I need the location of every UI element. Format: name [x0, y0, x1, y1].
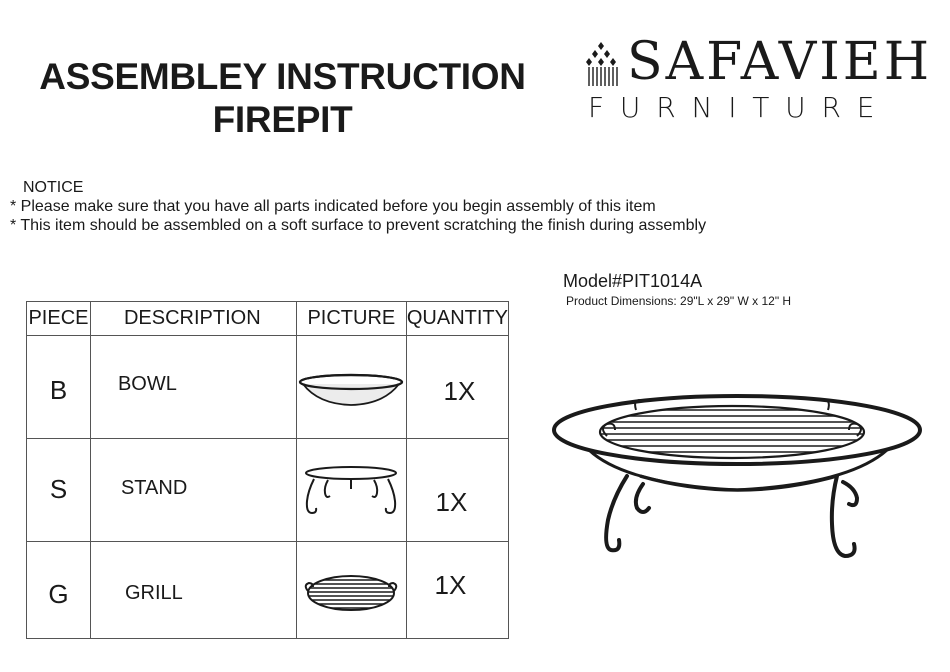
page-title-line1: ASSEMBLEY INSTRUCTION — [39, 56, 526, 97]
logo-mark-icon — [585, 42, 623, 86]
stand-icon — [298, 463, 404, 521]
grill-icon — [301, 571, 401, 615]
notice-heading: NOTICE — [23, 179, 84, 196]
piece-description: GRILL — [124, 581, 183, 604]
parts-table — [26, 301, 509, 639]
piece-letter: B — [49, 374, 68, 405]
bowl-icon — [298, 370, 404, 410]
notice-line-2: * This item should be assembled on a soft surface to prevent scratching the finish during assembly — [10, 217, 707, 234]
product-dimensions: Product Dimensions: 29"L x 29" W x 12" H — [566, 294, 792, 308]
header-piece: PIECE — [27, 302, 91, 336]
table-row — [27, 542, 509, 639]
header-picture: PICTURE — [296, 302, 406, 336]
logo-brand-text: SAFAVIEH — [627, 32, 933, 92]
notice-block — [10, 178, 706, 235]
piece-quantity: 1X — [443, 375, 476, 406]
model-number: Model#PIT1014A — [563, 271, 703, 291]
firepit-assembled-icon — [545, 380, 935, 570]
table-row — [27, 336, 509, 439]
table-row — [27, 439, 509, 542]
piece-quantity: 1X — [434, 569, 467, 600]
notice-line-1: * Please make sure that you have all parts indicated before you begin assembly of this item — [10, 198, 656, 215]
logo-sub-text: FURNITURE — [588, 91, 891, 124]
table-header-row — [27, 302, 509, 336]
brand-logo — [585, 32, 933, 130]
header-quantity: QUANTITY — [406, 302, 508, 336]
piece-letter: G — [48, 578, 69, 609]
piece-description: BOWL — [117, 372, 177, 395]
piece-letter: S — [49, 473, 68, 504]
piece-description: STAND — [120, 476, 188, 499]
page-title-line2: FIREPIT — [212, 99, 353, 140]
piece-quantity: 1X — [435, 486, 468, 517]
header-description: DESCRIPTION — [90, 302, 296, 336]
